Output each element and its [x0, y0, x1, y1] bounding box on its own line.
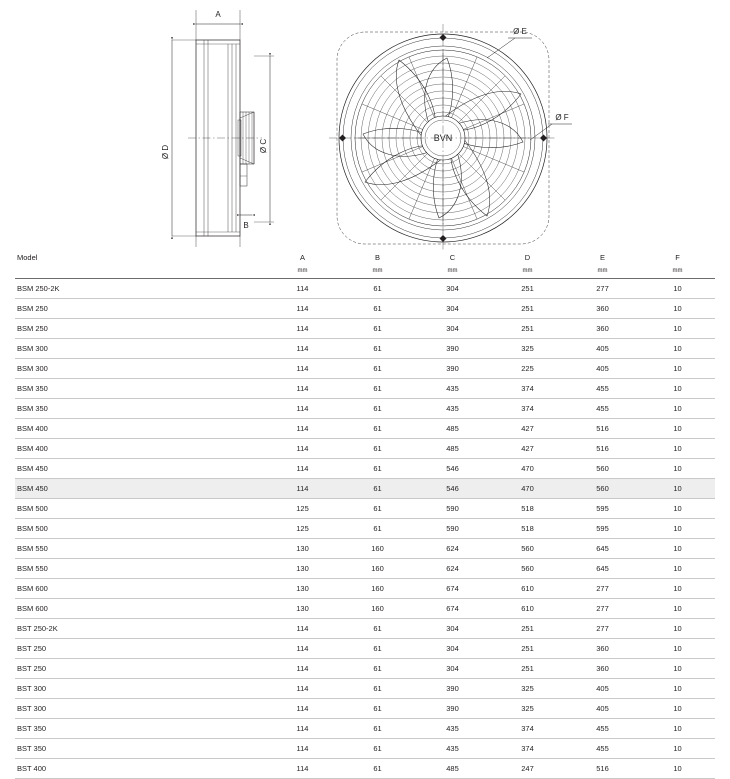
header-e-unit: mm [565, 266, 640, 279]
cell-model: BSM 500 [15, 519, 265, 539]
cell-model: BSM 300 [15, 339, 265, 359]
header-a-unit: mm [265, 266, 340, 279]
cell-a: 114 [265, 339, 340, 359]
table-row [15, 759, 715, 779]
cell-d: 251 [490, 659, 565, 679]
cell-a: 130 [265, 539, 340, 559]
specification-table [15, 250, 715, 779]
cell-b: 160 [340, 599, 415, 619]
table-row [15, 499, 715, 519]
cell-f: 10 [640, 319, 715, 339]
cell-d: 251 [490, 319, 565, 339]
cell-f: 10 [640, 759, 715, 779]
cell-f: 10 [640, 599, 715, 619]
cell-c: 485 [415, 419, 490, 439]
cell-d: 518 [490, 499, 565, 519]
cell-c: 390 [415, 679, 490, 699]
cell-a: 114 [265, 659, 340, 679]
cell-e: 405 [565, 339, 640, 359]
cell-a: 114 [265, 719, 340, 739]
table-row [15, 459, 715, 479]
cell-c: 435 [415, 399, 490, 419]
cell-d: 374 [490, 399, 565, 419]
cell-c: 590 [415, 519, 490, 539]
table-body [15, 279, 715, 779]
cell-a: 114 [265, 619, 340, 639]
table-row [15, 439, 715, 459]
cell-f: 10 [640, 499, 715, 519]
cell-d: 251 [490, 279, 565, 299]
technical-drawing [0, 0, 730, 250]
cell-e: 405 [565, 359, 640, 379]
cell-c: 390 [415, 699, 490, 719]
cell-d: 610 [490, 599, 565, 619]
cell-b: 61 [340, 459, 415, 479]
cell-a: 114 [265, 759, 340, 779]
cell-model: BSM 550 [15, 559, 265, 579]
drawing-svg [0, 0, 730, 250]
cell-a: 125 [265, 519, 340, 539]
table-header [15, 250, 715, 279]
cell-f: 10 [640, 299, 715, 319]
cell-f: 10 [640, 379, 715, 399]
cell-c: 624 [415, 559, 490, 579]
cell-a: 114 [265, 319, 340, 339]
cell-c: 590 [415, 499, 490, 519]
cell-f: 10 [640, 659, 715, 679]
cell-f: 10 [640, 519, 715, 539]
cell-e: 277 [565, 599, 640, 619]
cell-f: 10 [640, 719, 715, 739]
cell-b: 160 [340, 579, 415, 599]
cell-f: 10 [640, 699, 715, 719]
cell-f: 10 [640, 399, 715, 419]
cell-d: 374 [490, 379, 565, 399]
cell-d: 225 [490, 359, 565, 379]
cell-e: 405 [565, 679, 640, 699]
cell-e: 455 [565, 719, 640, 739]
cell-d: 325 [490, 679, 565, 699]
cell-model: BSM 500 [15, 499, 265, 519]
cell-d: 518 [490, 519, 565, 539]
cell-e: 595 [565, 519, 640, 539]
specification-table-container [0, 250, 730, 779]
cell-d: 325 [490, 339, 565, 359]
table-row [15, 659, 715, 679]
cell-model: BSM 250 [15, 319, 265, 339]
cell-e: 405 [565, 699, 640, 719]
cell-d: 427 [490, 419, 565, 439]
cell-c: 674 [415, 579, 490, 599]
cell-model: BSM 300 [15, 359, 265, 379]
cell-a: 114 [265, 699, 340, 719]
cell-e: 360 [565, 299, 640, 319]
table-row [15, 639, 715, 659]
table-row [15, 379, 715, 399]
cell-model: BSM 400 [15, 419, 265, 439]
cell-e: 277 [565, 579, 640, 599]
cell-d: 251 [490, 639, 565, 659]
table-row [15, 739, 715, 759]
cell-c: 390 [415, 359, 490, 379]
cell-e: 516 [565, 419, 640, 439]
cell-f: 10 [640, 439, 715, 459]
cell-c: 435 [415, 379, 490, 399]
cell-b: 61 [340, 699, 415, 719]
cell-model: BST 250 [15, 659, 265, 679]
cell-e: 560 [565, 459, 640, 479]
cell-a: 114 [265, 299, 340, 319]
table-row [15, 699, 715, 719]
cell-e: 277 [565, 619, 640, 639]
cell-b: 61 [340, 519, 415, 539]
cell-f: 10 [640, 279, 715, 299]
cell-c: 304 [415, 639, 490, 659]
cell-d: 470 [490, 459, 565, 479]
cell-e: 560 [565, 479, 640, 499]
table-row [15, 319, 715, 339]
header-model-unit [15, 266, 265, 279]
cell-c: 485 [415, 759, 490, 779]
cell-d: 247 [490, 759, 565, 779]
table-row [15, 359, 715, 379]
cell-c: 304 [415, 279, 490, 299]
cell-c: 624 [415, 539, 490, 559]
header-f: F [675, 253, 680, 262]
cell-f: 10 [640, 739, 715, 759]
cell-model: BSM 250 [15, 299, 265, 319]
cell-model: BSM 350 [15, 379, 265, 399]
cell-b: 61 [340, 319, 415, 339]
cell-e: 595 [565, 499, 640, 519]
cell-a: 114 [265, 279, 340, 299]
cell-f: 10 [640, 619, 715, 639]
cell-b: 61 [340, 619, 415, 639]
table-row [15, 419, 715, 439]
cell-c: 304 [415, 659, 490, 679]
cell-a: 114 [265, 419, 340, 439]
cell-f: 10 [640, 559, 715, 579]
header-c-unit: mm [415, 266, 490, 279]
cell-model: BSM 450 [15, 459, 265, 479]
header-c: C [449, 253, 456, 262]
cell-b: 61 [340, 419, 415, 439]
cell-a: 114 [265, 639, 340, 659]
cell-e: 360 [565, 319, 640, 339]
cell-a: 114 [265, 359, 340, 379]
cell-b: 61 [340, 499, 415, 519]
cell-c: 546 [415, 479, 490, 499]
table-row [15, 599, 715, 619]
cell-a: 114 [265, 459, 340, 479]
table-row [15, 579, 715, 599]
cell-c: 304 [415, 319, 490, 339]
cell-a: 130 [265, 559, 340, 579]
header-a: A [299, 253, 305, 262]
table-row [15, 539, 715, 559]
cell-f: 10 [640, 359, 715, 379]
cell-model: BSM 350 [15, 399, 265, 419]
table-row [15, 519, 715, 539]
cell-model: BST 300 [15, 699, 265, 719]
cell-a: 114 [265, 439, 340, 459]
cell-model: BST 350 [15, 719, 265, 739]
cell-a: 130 [265, 599, 340, 619]
cell-model: BSM 600 [15, 579, 265, 599]
cell-d: 251 [490, 299, 565, 319]
cell-b: 160 [340, 539, 415, 559]
dim-label-c: Ø C [259, 138, 268, 154]
table-row [15, 339, 715, 359]
header-d-unit: mm [490, 266, 565, 279]
cell-e: 360 [565, 659, 640, 679]
table-row [15, 279, 715, 299]
cell-e: 516 [565, 439, 640, 459]
cell-model: BSM 250-2K [15, 279, 265, 299]
cell-d: 560 [490, 559, 565, 579]
cell-d: 427 [490, 439, 565, 459]
cell-f: 10 [640, 639, 715, 659]
cell-d: 560 [490, 539, 565, 559]
table-row [15, 399, 715, 419]
table-row [15, 479, 715, 499]
cell-a: 114 [265, 399, 340, 419]
cell-d: 325 [490, 699, 565, 719]
cell-e: 277 [565, 279, 640, 299]
cell-c: 435 [415, 719, 490, 739]
dim-label-f: Ø F [555, 113, 569, 122]
cell-b: 61 [340, 679, 415, 699]
cell-b: 61 [340, 299, 415, 319]
cell-d: 470 [490, 479, 565, 499]
cell-e: 516 [565, 759, 640, 779]
cell-f: 10 [640, 419, 715, 439]
cell-b: 160 [340, 559, 415, 579]
header-row-labels [15, 250, 715, 266]
cell-a: 114 [265, 479, 340, 499]
cell-model: BST 300 [15, 679, 265, 699]
header-d: D [524, 253, 531, 262]
cell-b: 61 [340, 759, 415, 779]
cell-f: 10 [640, 339, 715, 359]
cell-d: 374 [490, 719, 565, 739]
cell-b: 61 [340, 279, 415, 299]
cell-b: 61 [340, 659, 415, 679]
cell-a: 130 [265, 579, 340, 599]
cell-b: 61 [340, 359, 415, 379]
cell-b: 61 [340, 639, 415, 659]
header-row-units [15, 266, 715, 279]
cell-e: 455 [565, 399, 640, 419]
cell-c: 304 [415, 619, 490, 639]
cell-e: 645 [565, 559, 640, 579]
cell-b: 61 [340, 399, 415, 419]
dim-label-a: A [215, 10, 221, 19]
hub-logo: BVN [433, 133, 453, 143]
cell-b: 61 [340, 339, 415, 359]
cell-c: 435 [415, 739, 490, 759]
cell-model: BST 400 [15, 759, 265, 779]
cell-model: BSM 600 [15, 599, 265, 619]
table-row [15, 679, 715, 699]
cell-c: 390 [415, 339, 490, 359]
cell-b: 61 [340, 719, 415, 739]
header-b-unit: mm [340, 266, 415, 279]
cell-f: 10 [640, 539, 715, 559]
cell-a: 125 [265, 499, 340, 519]
header-e: E [599, 253, 605, 262]
cell-d: 251 [490, 619, 565, 639]
header-f-unit: mm [640, 266, 715, 279]
cell-b: 61 [340, 439, 415, 459]
cell-e: 455 [565, 379, 640, 399]
cell-d: 610 [490, 579, 565, 599]
cell-f: 10 [640, 579, 715, 599]
cell-model: BSM 400 [15, 439, 265, 459]
cell-f: 10 [640, 479, 715, 499]
cell-model: BSM 450 [15, 479, 265, 499]
cell-e: 455 [565, 739, 640, 759]
cell-b: 61 [340, 739, 415, 759]
cell-model: BST 350 [15, 739, 265, 759]
cell-c: 674 [415, 599, 490, 619]
dim-label-b: B [243, 221, 249, 230]
cell-model: BST 250-2K [15, 619, 265, 639]
header-model: Model [17, 253, 38, 262]
table-row [15, 719, 715, 739]
cell-a: 114 [265, 379, 340, 399]
cell-f: 10 [640, 679, 715, 699]
cell-e: 645 [565, 539, 640, 559]
cell-b: 61 [340, 479, 415, 499]
table-row [15, 299, 715, 319]
cell-a: 114 [265, 679, 340, 699]
header-b: B [374, 253, 380, 262]
table-row [15, 559, 715, 579]
cell-model: BSM 550 [15, 539, 265, 559]
dim-label-e: Ø E [513, 27, 527, 36]
cell-model: BST 250 [15, 639, 265, 659]
table-row [15, 619, 715, 639]
cell-c: 546 [415, 459, 490, 479]
cell-f: 10 [640, 459, 715, 479]
cell-e: 360 [565, 639, 640, 659]
cell-c: 304 [415, 299, 490, 319]
dim-label-d: Ø D [161, 144, 170, 160]
cell-c: 485 [415, 439, 490, 459]
cell-b: 61 [340, 379, 415, 399]
cell-d: 374 [490, 739, 565, 759]
cell-a: 114 [265, 739, 340, 759]
